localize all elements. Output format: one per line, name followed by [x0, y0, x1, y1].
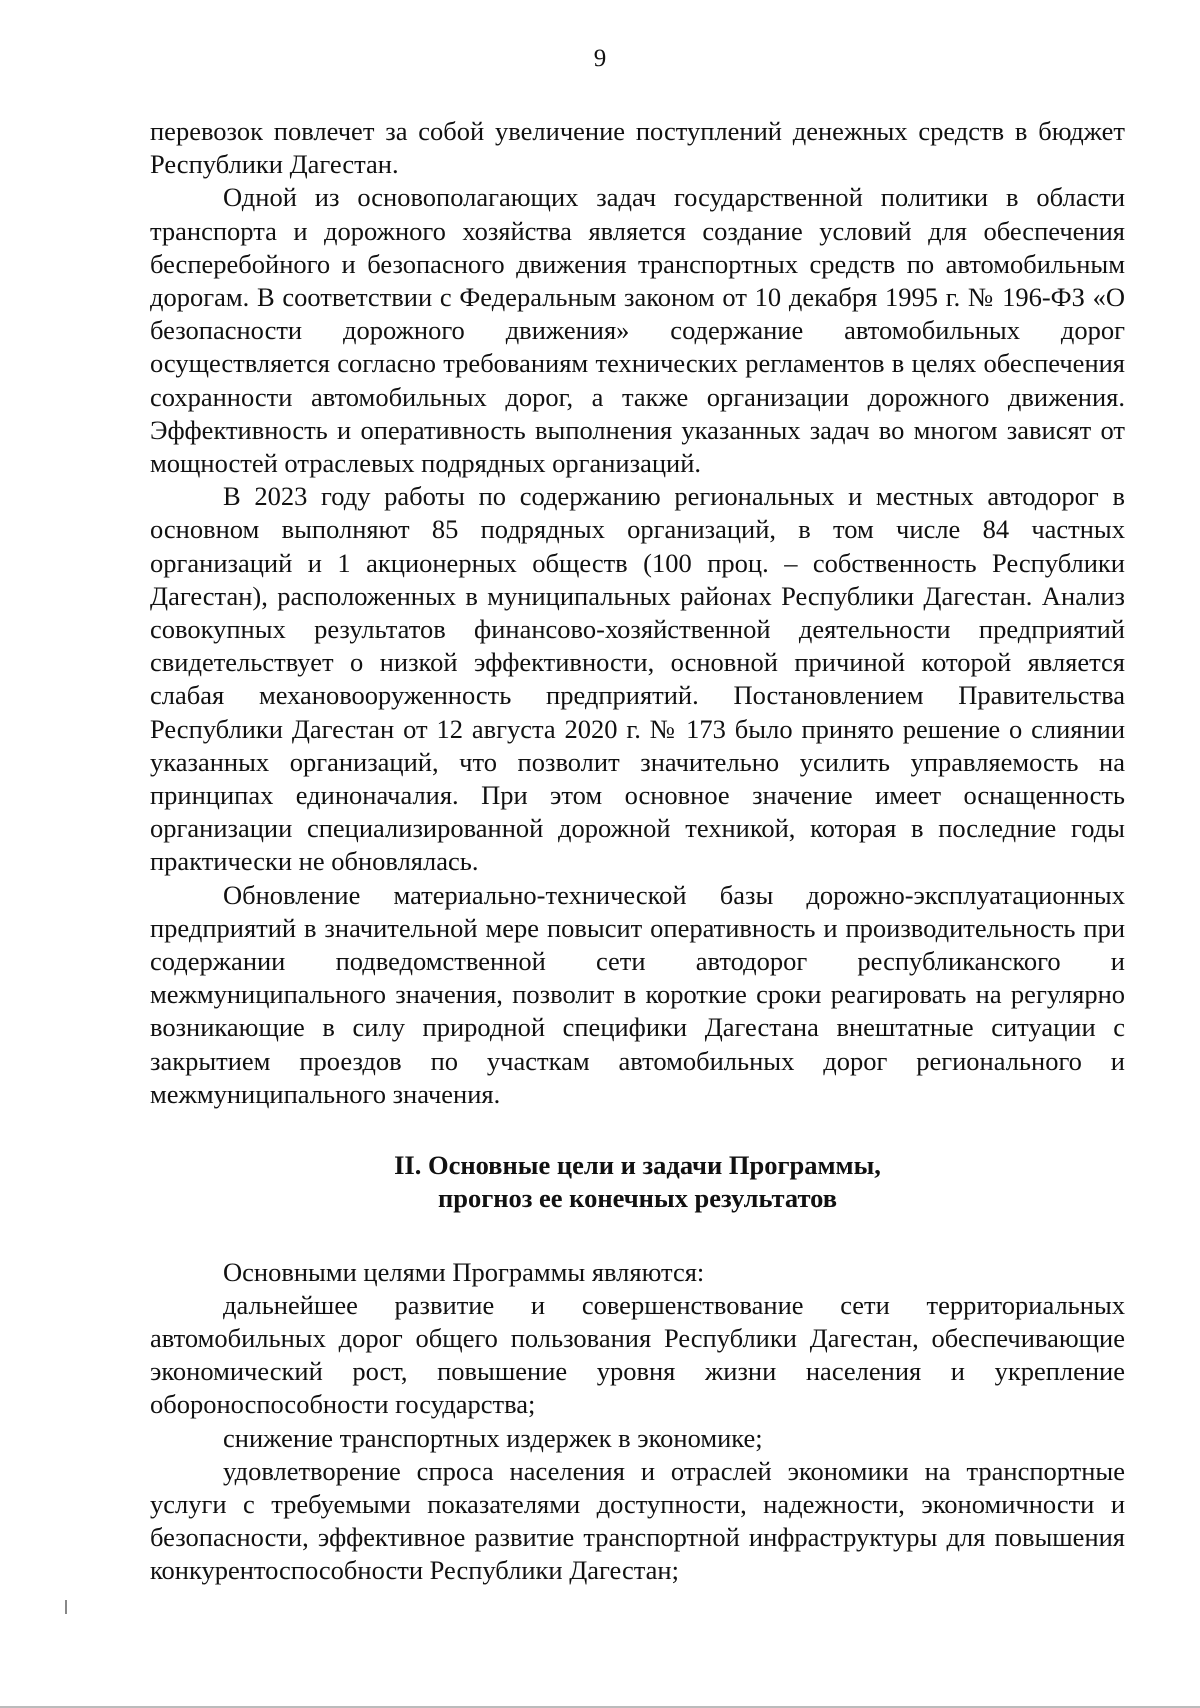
- list-item-goal-costs: снижение транспортных издержек в экономике;: [223, 1422, 763, 1453]
- paragraph-continuation: перевозок повлечет за собой увеличение поступлений денежных средств в бюджет Республики Дагестан.: [150, 116, 1125, 180]
- paragraph-contractors-2023: В 2023 году работы по содержанию региональных и местных автодорог в основном выполняют 85 подрядных организаций, в том числе 84 частных организаций и 1 акционерных обществ (100 проц. – собственность Республики Дагестан), расположенных в муниципальных районах Республики Дагестан. Анализ совокупных результатов финансово-хозяйственной деятельности предприятий свидетельствует о низкой эффективности, основной причиной которой является слабая механовооруженность предприятий. Постановлением Правительства Республики Дагестан от 12 августа 2020 г. № 173 было принято решение о слиянии указанных организаций, что позволит значительно усилить управляемость на принципах единоначалия. При этом основное значение имеет оснащенность организации специализированной дорожной техникой, которая в последние годы практически не обновлялась.: [150, 481, 1125, 877]
- paragraph-road-safety: Одной из основополагающих задач государственной политики в области транспорта и дорожного хозяйства является создание условий для обеспечения бесперебойного и безопасного движения транспортных средств по автомобильным дорогам. В соответствии с Федеральным законом от 10 декабря 1995 г. № 196-ФЗ «О безопасности дорожного движения» содержание автомобильных дорог осуществляется согласно требованиям технических регламентов в целях обеспечения сохранности автомобильных дорог, а также организации дорожного движения. Эффективность и оперативность выполнения указанных задач во многом зависят от мощностей отраслевых подрядных организаций.: [150, 182, 1125, 479]
- section-heading-line-2: прогноз ее конечных результатов: [437, 1183, 838, 1214]
- document-body: [150, 115, 1125, 1588]
- section-heading-line-1: II. Основные цели и задачи Программы,: [394, 1150, 881, 1181]
- list-item-goal-network: дальнейшее развитие и совершенствование сети территориальных автомобильных дорог общего пользования Республики Дагестан, обеспечивающие экономический рост, повышение уровня жизни населения и укрепление обороноспособности государства;: [150, 1289, 1125, 1420]
- section-heading: [150, 1149, 1125, 1215]
- paragraph-goals-intro: Основными целями Программы являются:: [223, 1256, 705, 1287]
- list-item-goal-demand: удовлетворение спроса населения и отраслей экономики на транспортные услуги с требуемыми показателями доступности, надежности, экономичности и безопасности, эффективное развитие транспортной инфраструктуры для повышения конкурентоспособности Республики Дагестан;: [150, 1455, 1125, 1586]
- paragraph-equipment-update: Обновление материально-технической базы дорожно-эксплуатационных предприятий в значительной мере повысит оперативность и производительность при содержании подведомственной сети автодорог республиканского и межмуниципального значения, позволит в короткие сроки реагировать на регулярно возникающие в силу природной специфики Дагестана внештатные ситуации с закрытием проездов по участкам автомобильных дорог регионального и межмуниципального значения.: [150, 879, 1125, 1109]
- page-number: 9: [593, 45, 607, 72]
- scan-edge-mark: [65, 1600, 67, 1614]
